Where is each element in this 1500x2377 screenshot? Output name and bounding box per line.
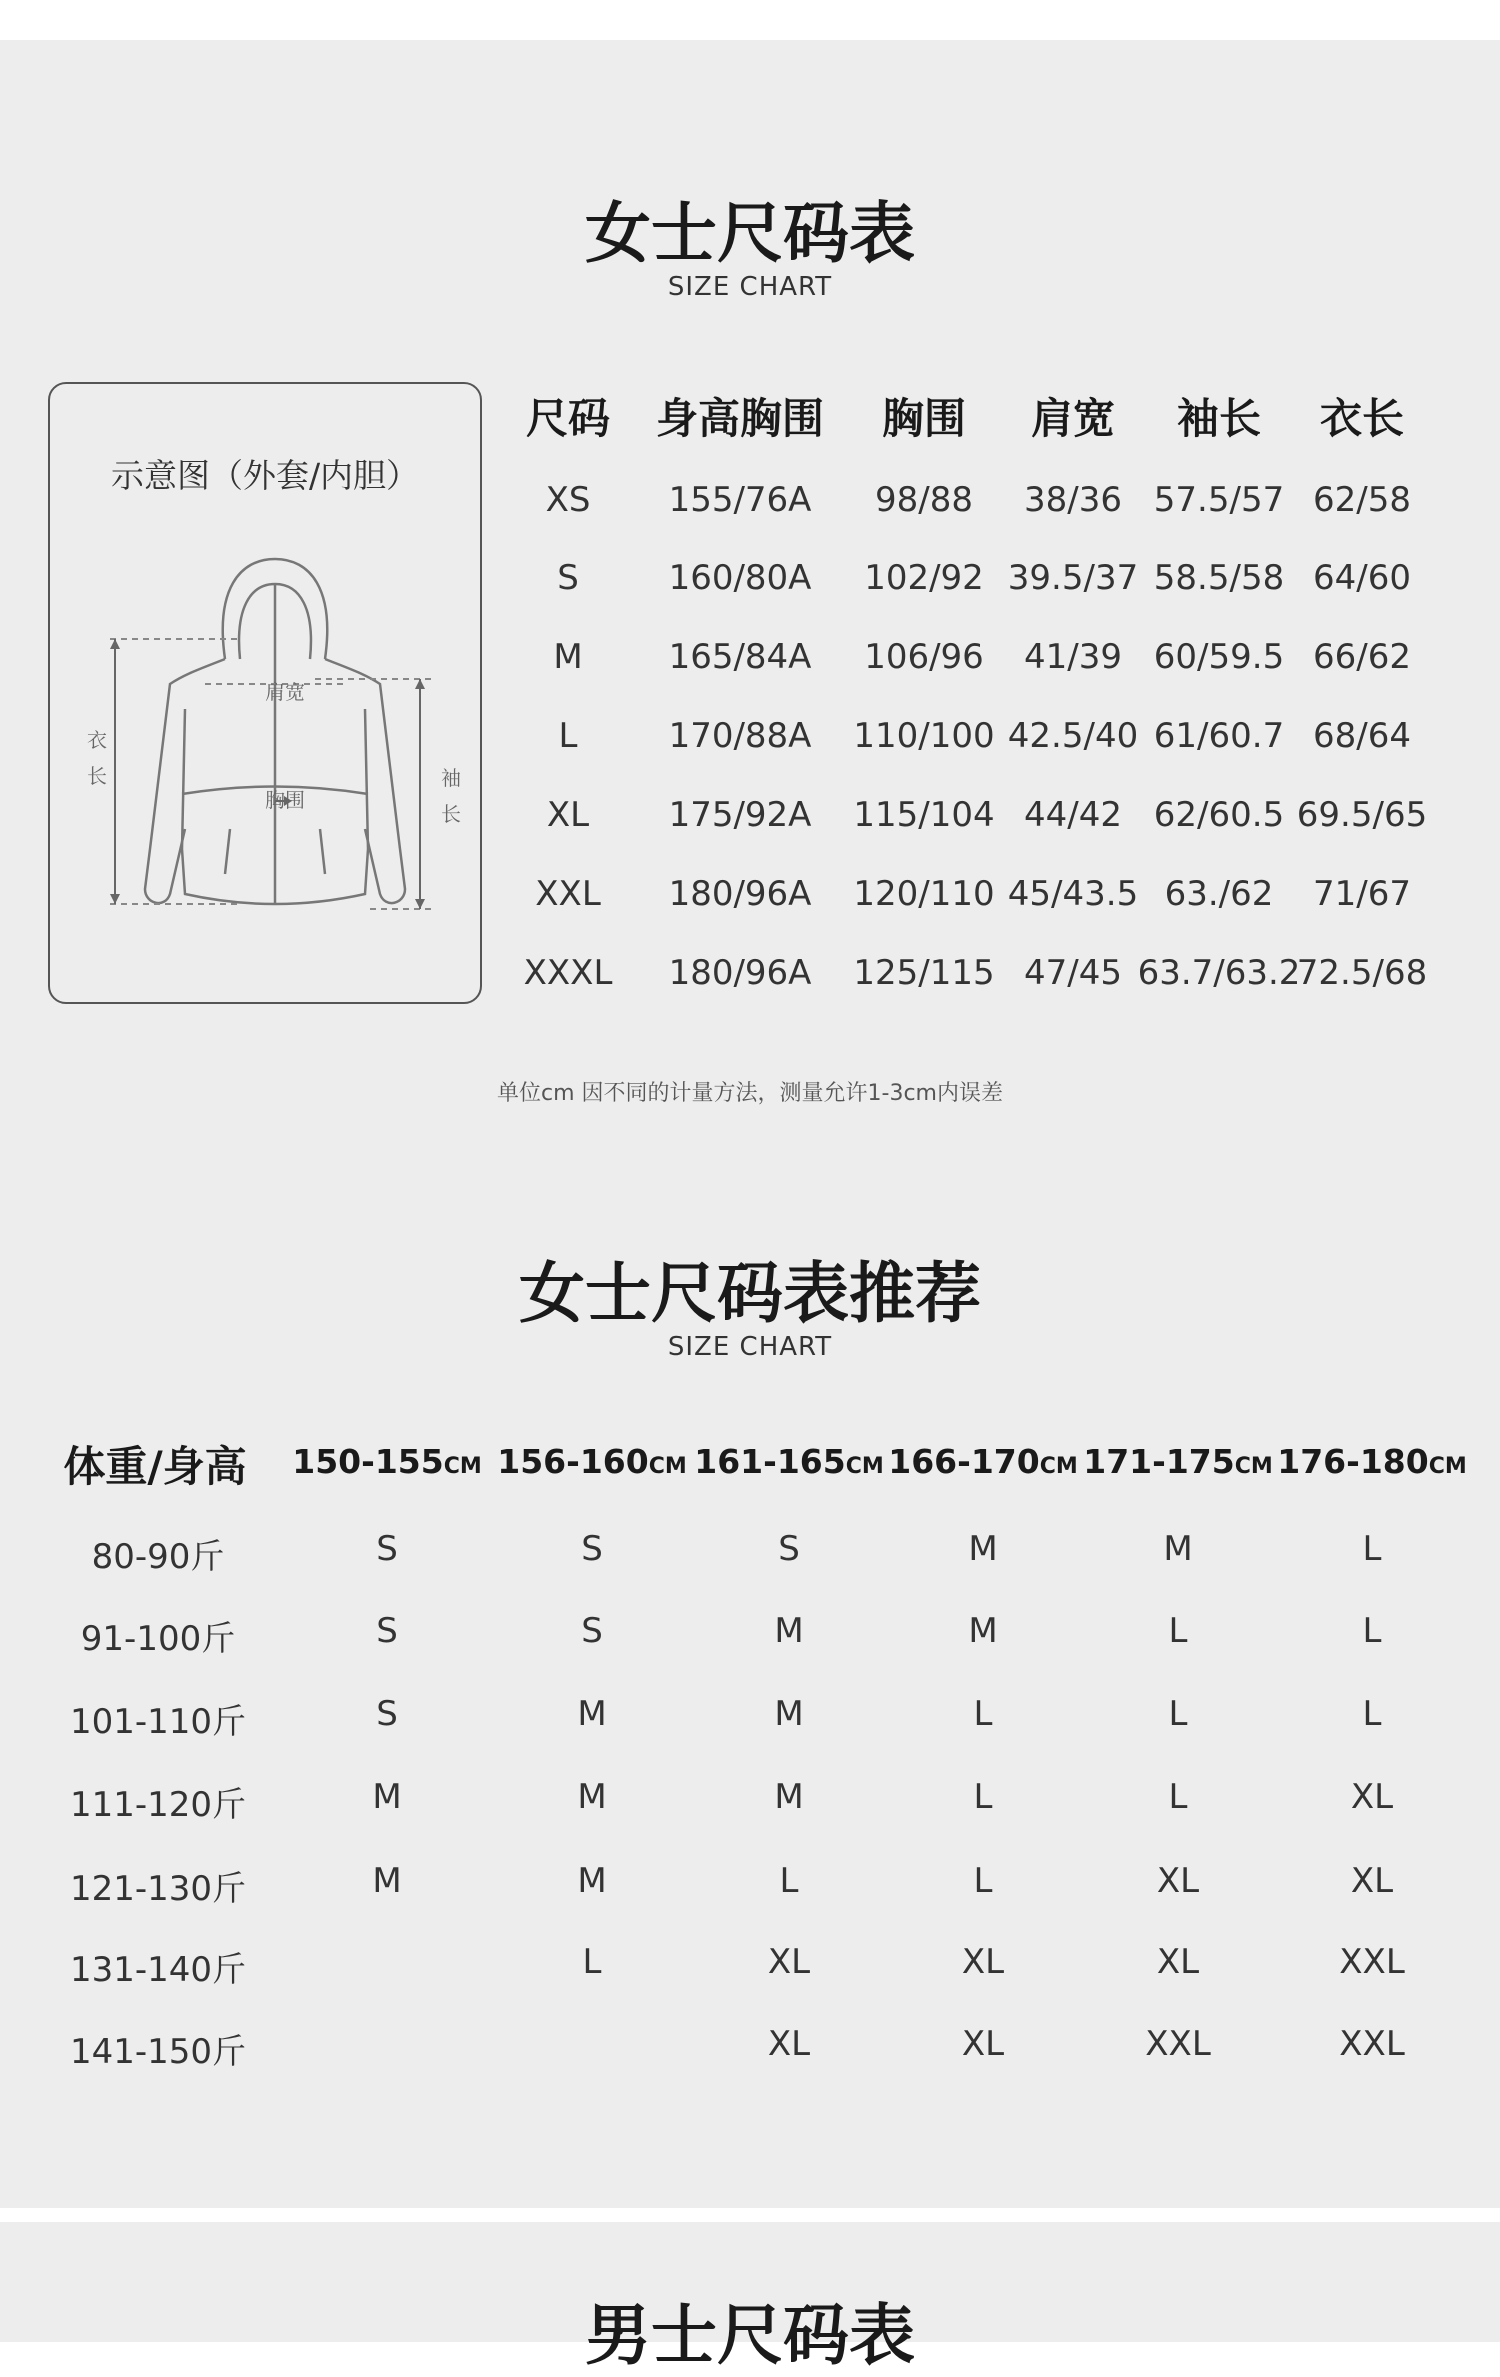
size-chart-title: 女士尺码表 — [585, 195, 915, 272]
height-chest-cell: 165/84A — [668, 637, 812, 677]
height-chest-cell: 175/92A — [668, 795, 812, 835]
height-chest-cell: 155/76A — [668, 480, 812, 520]
size-cell: XXXL — [523, 953, 613, 993]
size-cell: L — [973, 1861, 993, 1901]
chest-col-header: 胸围 — [881, 394, 967, 443]
size-cell: L — [558, 716, 578, 756]
size-cell: XXL — [1339, 2024, 1405, 2064]
size-cell: XL — [1156, 1942, 1200, 1982]
sleeve-cell: 63./62 — [1164, 874, 1274, 914]
weight-cell: 91-100斤 — [80, 1619, 236, 1659]
sleeve-cell: 61/60.7 — [1153, 716, 1285, 756]
sleeve-cell: 63.7/63.2 — [1137, 953, 1301, 993]
shoulder-cell: 39.5/37 — [1007, 558, 1139, 598]
size-cell: L — [1362, 1611, 1382, 1651]
weight-cell: 80-90斤 — [91, 1537, 225, 1577]
size-cell: M — [577, 1861, 607, 1901]
size-cell: M — [1163, 1529, 1193, 1569]
size-cell: M — [968, 1611, 998, 1651]
weight-cell: 121-130斤 — [69, 1869, 247, 1909]
height-chest-cell: 170/88A — [668, 716, 812, 756]
height-range-header: 176-180CM — [1277, 1442, 1467, 1481]
length-cell: 62/58 — [1313, 480, 1411, 520]
shoulder-col-header: 肩宽 — [1030, 394, 1116, 443]
weight-cell: 131-140斤 — [69, 1950, 247, 1990]
shoulder-cell: 41/39 — [1024, 637, 1122, 677]
height-chest-col-header: 身高胸围 — [655, 394, 825, 443]
size-cell: L — [973, 1777, 993, 1817]
measurement-note: 单位cm 因不同的计量方法，测量允许1-3cm内误差 — [497, 1081, 1003, 1106]
sleeve-col-header: 袖长 — [1176, 394, 1262, 443]
size-cell: S — [376, 1694, 398, 1734]
length-cell: 72.5/68 — [1296, 953, 1428, 993]
size-cell: M — [372, 1861, 402, 1901]
weight-cell: 101-110斤 — [69, 1702, 247, 1742]
height-chest-cell: 180/96A — [668, 874, 812, 914]
shoulder-cell: 47/45 — [1024, 953, 1122, 993]
size-cell: M — [968, 1529, 998, 1569]
weight-cell: 141-150斤 — [69, 2032, 247, 2072]
size-cell: XXL — [1339, 1942, 1405, 1982]
height-chest-cell: 160/80A — [668, 558, 812, 598]
size-cell: XL — [767, 2024, 811, 2064]
next-section-title: 男士尺码表 — [585, 2297, 915, 2374]
height-range-header: 166-170CM — [888, 1442, 1078, 1481]
size-cell: XL — [546, 795, 590, 835]
jacket-diagram — [48, 382, 482, 1004]
chest-cell: 106/96 — [864, 637, 984, 677]
chest-cell: 115/104 — [853, 795, 995, 835]
size-cell: L — [1362, 1694, 1382, 1734]
height-range-header: 150-155CM — [292, 1442, 482, 1481]
height-chest-cell: 180/96A — [668, 953, 812, 993]
length-cell: 68/64 — [1313, 716, 1411, 756]
size-cell: S — [376, 1529, 398, 1569]
weight-cell: 111-120斤 — [69, 1785, 247, 1825]
jacket-illustration — [90, 549, 450, 949]
size-cell: M — [577, 1694, 607, 1734]
size-cell: L — [973, 1694, 993, 1734]
sleeve-cell: 60/59.5 — [1153, 637, 1285, 677]
size-cell: L — [1168, 1694, 1188, 1734]
chest-cell: 125/115 — [853, 953, 995, 993]
size-cell: XXL — [535, 874, 601, 914]
size-cell: XS — [545, 480, 591, 520]
size-cell: M — [372, 1777, 402, 1817]
height-range-header: 161-165CM — [694, 1442, 884, 1481]
length-col-header: 衣长 — [1319, 394, 1405, 443]
size-cell: S — [557, 558, 579, 598]
size-chart-subtitle: SIZE CHART — [667, 272, 833, 302]
size-cell: XL — [961, 2024, 1005, 2064]
size-cell: M — [774, 1777, 804, 1817]
size-cell: M — [774, 1694, 804, 1734]
size-cell: XL — [1350, 1777, 1394, 1817]
sleeve-cell: 57.5/57 — [1153, 480, 1285, 520]
shoulder-cell: 38/36 — [1024, 480, 1122, 520]
size-cell: M — [774, 1611, 804, 1651]
length-cell: 66/62 — [1313, 637, 1411, 677]
length-cell: 64/60 — [1313, 558, 1411, 598]
size-cell: XL — [1350, 1861, 1394, 1901]
sleeve-label: 袖长 — [441, 766, 461, 826]
size-cell: L — [1362, 1529, 1382, 1569]
recommend-title: 女士尺码表推荐 — [519, 1255, 981, 1332]
chest-cell: 102/92 — [864, 558, 984, 598]
chest-label: 胸围 — [265, 788, 305, 812]
chest-cell: 110/100 — [853, 716, 995, 756]
size-cell: S — [376, 1611, 398, 1651]
size-cell: M — [577, 1777, 607, 1817]
length-label: 衣长 — [87, 728, 107, 788]
chest-cell: 98/88 — [875, 480, 973, 520]
length-cell: 69.5/65 — [1296, 795, 1428, 835]
height-range-header: 156-160CM — [497, 1442, 687, 1481]
size-cell: M — [553, 637, 583, 677]
size-cell: L — [1168, 1611, 1188, 1651]
shoulder-cell: 45/43.5 — [1007, 874, 1139, 914]
shoulder-cell: 44/42 — [1024, 795, 1122, 835]
size-cell: S — [581, 1611, 603, 1651]
weight-height-header: 体重/身高 — [63, 1442, 247, 1491]
size-cell: L — [582, 1942, 602, 1982]
chest-cell: 120/110 — [853, 874, 995, 914]
sleeve-cell: 62/60.5 — [1153, 795, 1285, 835]
diagram-label: 示意图（外套/内胆） — [110, 456, 420, 495]
size-cell: S — [778, 1529, 800, 1569]
height-range-header: 171-175CM — [1083, 1442, 1273, 1481]
size-cell: XXL — [1145, 2024, 1211, 2064]
shoulder-cell: 42.5/40 — [1007, 716, 1139, 756]
size-col-header: 尺码 — [525, 394, 611, 443]
size-cell: L — [1168, 1777, 1188, 1817]
size-cell: L — [779, 1861, 799, 1901]
length-cell: 71/67 — [1313, 874, 1411, 914]
sleeve-cell: 58.5/58 — [1153, 558, 1285, 598]
shoulder-label: 肩宽 — [265, 680, 305, 704]
size-cell: XL — [767, 1942, 811, 1982]
size-cell: XL — [1156, 1861, 1200, 1901]
size-cell: S — [581, 1529, 603, 1569]
recommend-subtitle: SIZE CHART — [667, 1332, 833, 1362]
size-cell: XL — [961, 1942, 1005, 1982]
